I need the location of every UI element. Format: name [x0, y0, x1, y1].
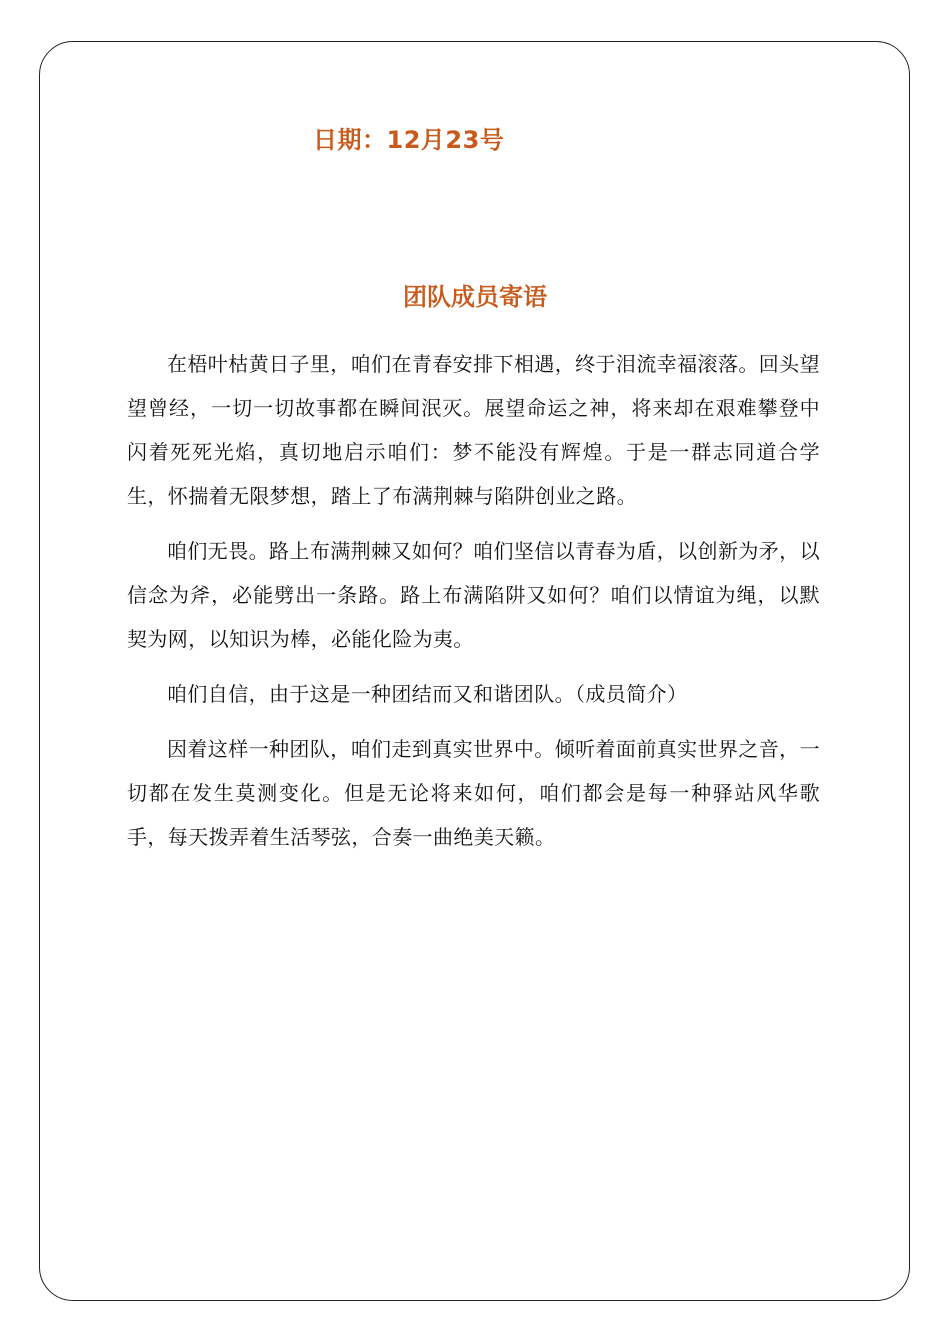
body-paragraph: 咱们自信，由于这是一种团结而又和谐团队。（成员简介） [167, 682, 688, 706]
body-paragraph: 在梧叶枯黄日子里，咱们在青春安排下相遇，终于泪流幸福滚落。回头望望曾经，一切一切故事都在瞬间泯灭。展望命运之神，将来却在艰难攀登中闪着死死光焰，真切地启示咱们：梦不能没有辉煌。于是一群志同道合学生，怀揣着无限梦想，踏上了布满荆棘与陷阱创业之路。 [127, 352, 820, 508]
document-body [127, 342, 820, 870]
body-paragraph: 因着这样一种团队，咱们走到真实世界中。倾听着面前真实世界之音，一切都在发生莫测变化。但是无论将来如何，咱们都会是每一种驿站风华歌手，每天拨弄着生活琴弦，合奏一曲绝美天籁。 [127, 737, 820, 849]
body-paragraph: 咱们无畏。路上布满荆棘又如何？咱们坚信以青春为盾，以创新为矛，以信念为斧，必能劈出一条路。路上布满陷阱又如何？咱们以情谊为绳，以默契为网，以知识为棒，必能化险为夷。 [127, 539, 820, 651]
document-date: 日期：12月23号 [313, 126, 505, 154]
document-title: 团队成员寄语 [403, 283, 547, 311]
